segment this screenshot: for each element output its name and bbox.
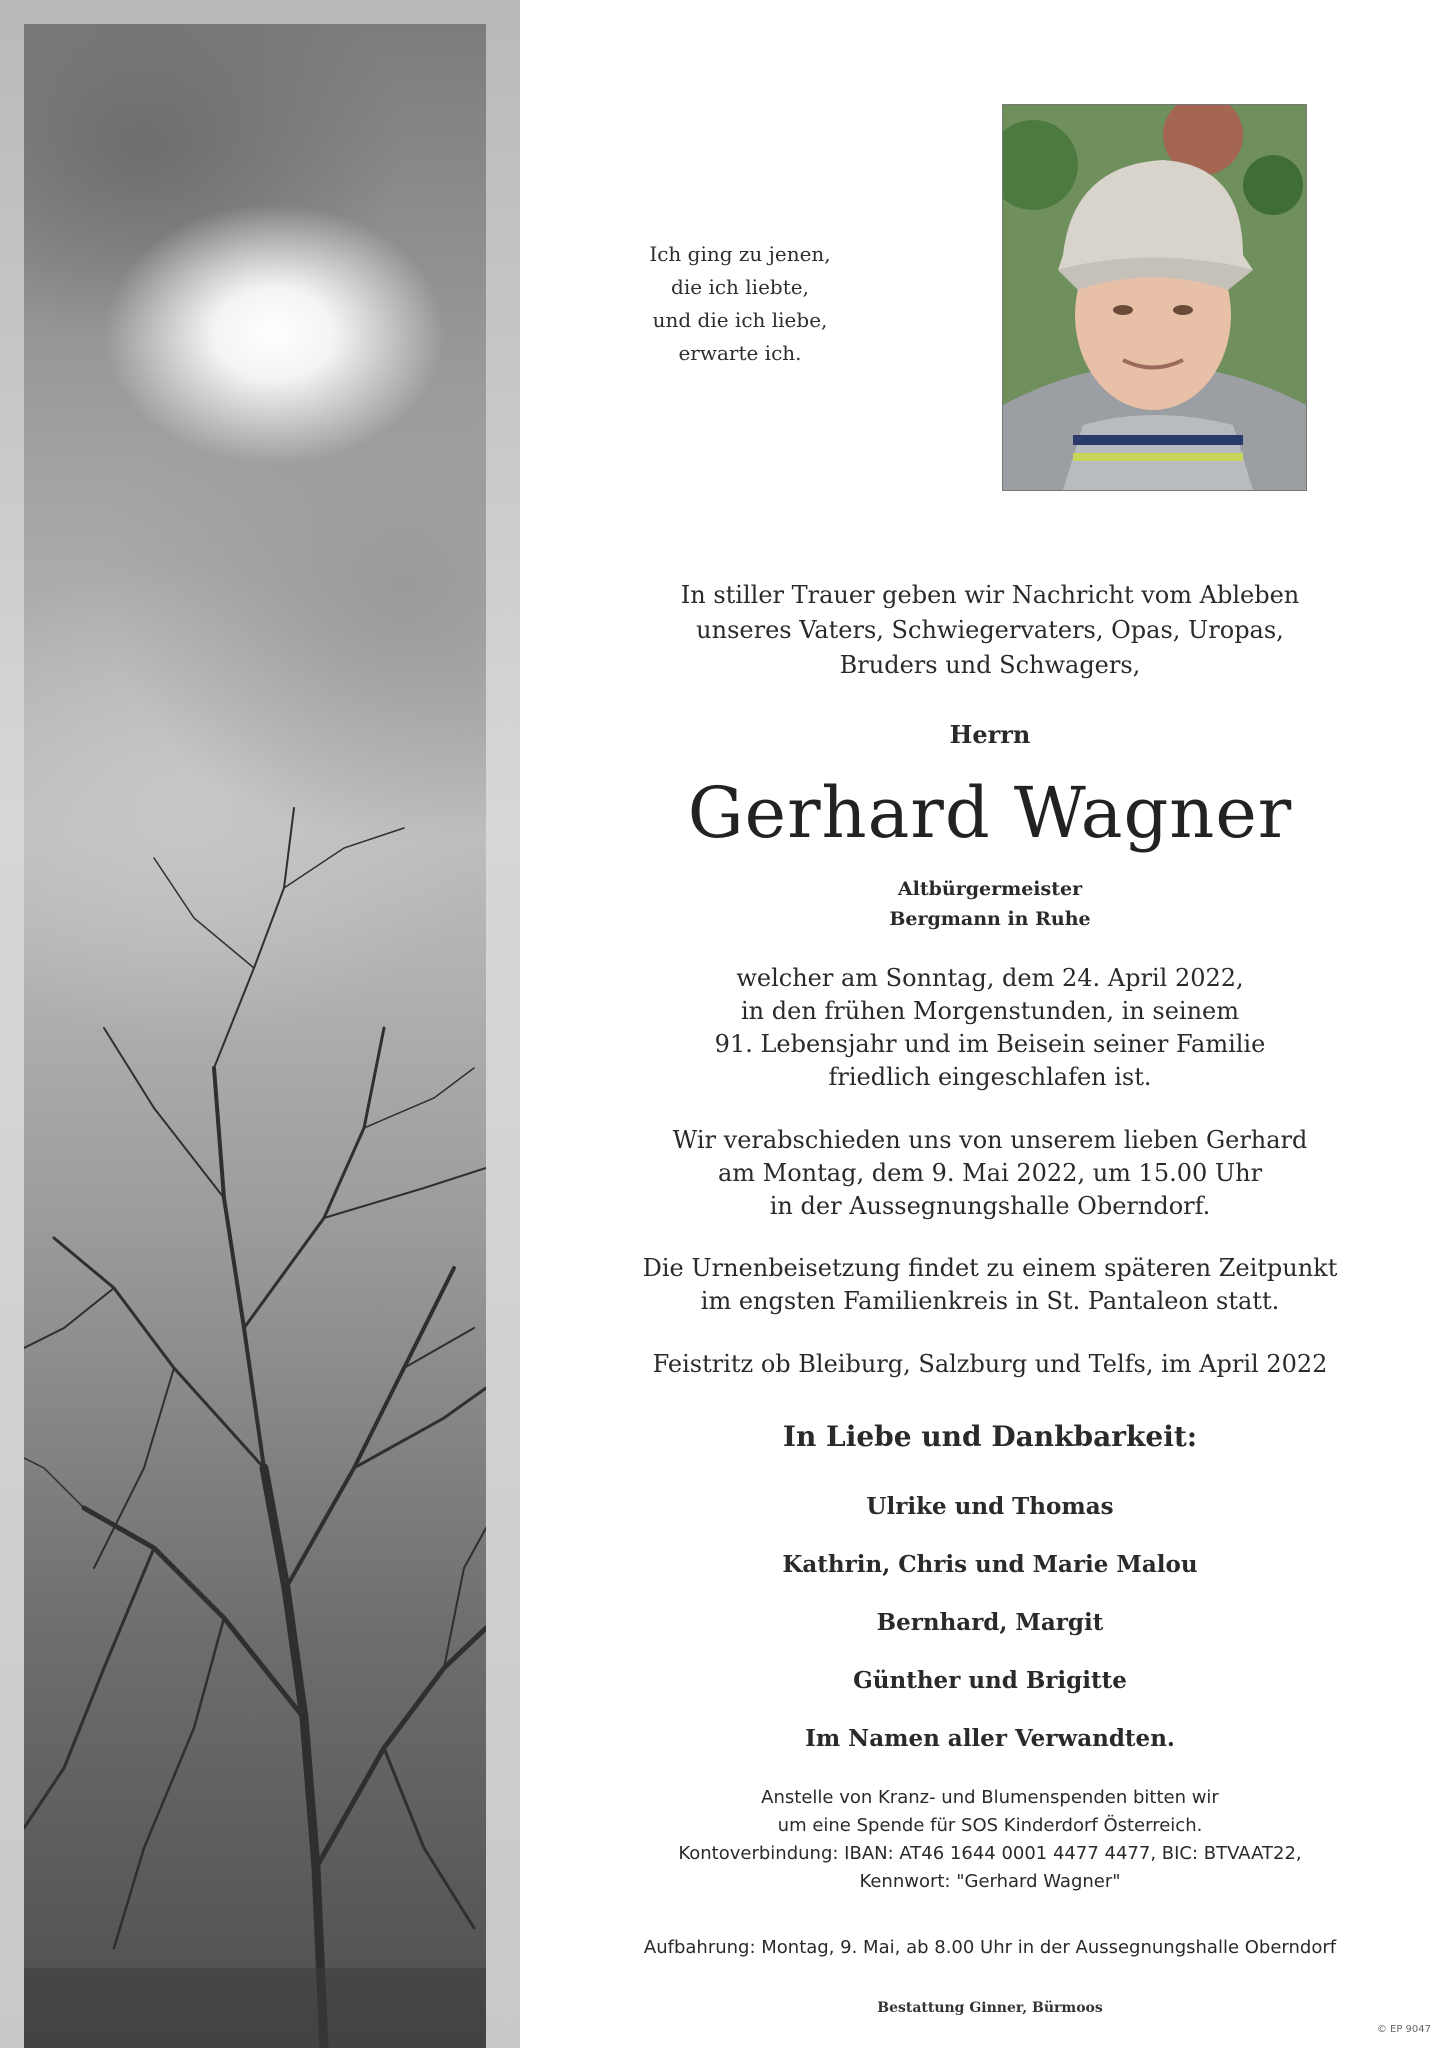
farewell-notice xyxy=(540,1124,1440,1223)
bare-tree-silhouette xyxy=(24,768,486,2048)
donation-line: Kennwort: "Gerhard Wagner" xyxy=(859,1871,1121,1892)
mourners-list xyxy=(540,1478,1440,1768)
portrait-illustration xyxy=(1003,105,1306,490)
title-line: Altbürgermeister xyxy=(897,878,1083,900)
notice-line: 91. Lebensjahr und im Beisein seiner Familie xyxy=(714,1030,1266,1058)
photo-border xyxy=(0,0,520,2048)
intro-line: In stiller Trauer geben wir Nachricht vom Ableben xyxy=(680,581,1300,609)
quote-line: erwarte ich. xyxy=(678,341,802,365)
farewell-line: am Montag, dem 9. Mai 2022, um 15.00 Uhr xyxy=(717,1159,1263,1187)
urn-notice xyxy=(540,1252,1440,1318)
viewing-info: Aufbahrung: Montag, 9. Mai, ab 8.00 Uhr in der Aussegnungshalle Oberndorf xyxy=(643,1937,1337,1958)
deceased-name: Gerhard Wagner xyxy=(687,772,1293,854)
intro-line: Bruders und Schwagers, xyxy=(839,651,1141,679)
notice-line: welcher am Sonntag, dem 24. April 2022, xyxy=(736,964,1244,992)
undertaker-credit: Bestattung Ginner, Bürmoos xyxy=(877,2000,1103,2016)
place-date: Feistritz ob Bleiburg, Salzburg und Telfs, im April 2022 xyxy=(652,1350,1328,1378)
deceased-titles xyxy=(540,874,1440,934)
quote-line: und die ich liebe, xyxy=(652,308,828,332)
intro-line: unseres Vaters, Schwiegervaters, Opas, Uropas, xyxy=(696,616,1284,644)
mourner-entry: Günther und Brigitte xyxy=(853,1667,1127,1694)
title-line: Bergmann in Ruhe xyxy=(889,908,1091,930)
print-code: © EP 9047 xyxy=(1376,2024,1431,2035)
donation-line: Anstelle von Kranz- und Blumenspenden bitten wir xyxy=(761,1787,1219,1808)
death-notice xyxy=(540,962,1440,1094)
portrait-photo xyxy=(1003,105,1306,490)
donation-line: Kontoverbindung: IBAN: AT46 1644 0001 4477 4477, BIC: BTVAAT22, xyxy=(678,1843,1302,1864)
urn-line: im engsten Familienkreis in St. Pantaleon statt. xyxy=(700,1287,1280,1315)
mourner-entry: Im Namen aller Verwandten. xyxy=(805,1725,1175,1752)
mourner-entry: Kathrin, Chris und Marie Malou xyxy=(782,1551,1198,1578)
notice-line: in den frühen Morgenstunden, in seinem xyxy=(740,997,1240,1025)
mourner-entry: Ulrike und Thomas xyxy=(866,1493,1114,1520)
mourner-entry: Bernhard, Margit xyxy=(876,1609,1104,1636)
farewell-line: in der Aussegnungshalle Oberndorf. xyxy=(769,1192,1211,1220)
memorial-quote xyxy=(600,238,880,370)
intro-text xyxy=(540,578,1440,683)
donation-info xyxy=(540,1784,1440,1896)
salutation: Herrn xyxy=(949,720,1031,749)
quote-line: die ich liebte, xyxy=(671,275,809,299)
farewell-line: Wir verabschieden uns von unserem lieben Gerhard xyxy=(672,1126,1308,1154)
quote-line: Ich ging zu jenen, xyxy=(649,242,831,266)
cloudy-sky-tree-photo xyxy=(24,24,486,2048)
donation-line: um eine Spende für SOS Kinderdorf Österreich. xyxy=(777,1815,1203,1836)
notice-line: friedlich eingeschlafen ist. xyxy=(828,1063,1152,1091)
urn-line: Die Urnenbeisetzung findet zu einem späteren Zeitpunkt xyxy=(642,1254,1338,1282)
thanks-heading: In Liebe und Dankbarkeit: xyxy=(782,1420,1198,1453)
